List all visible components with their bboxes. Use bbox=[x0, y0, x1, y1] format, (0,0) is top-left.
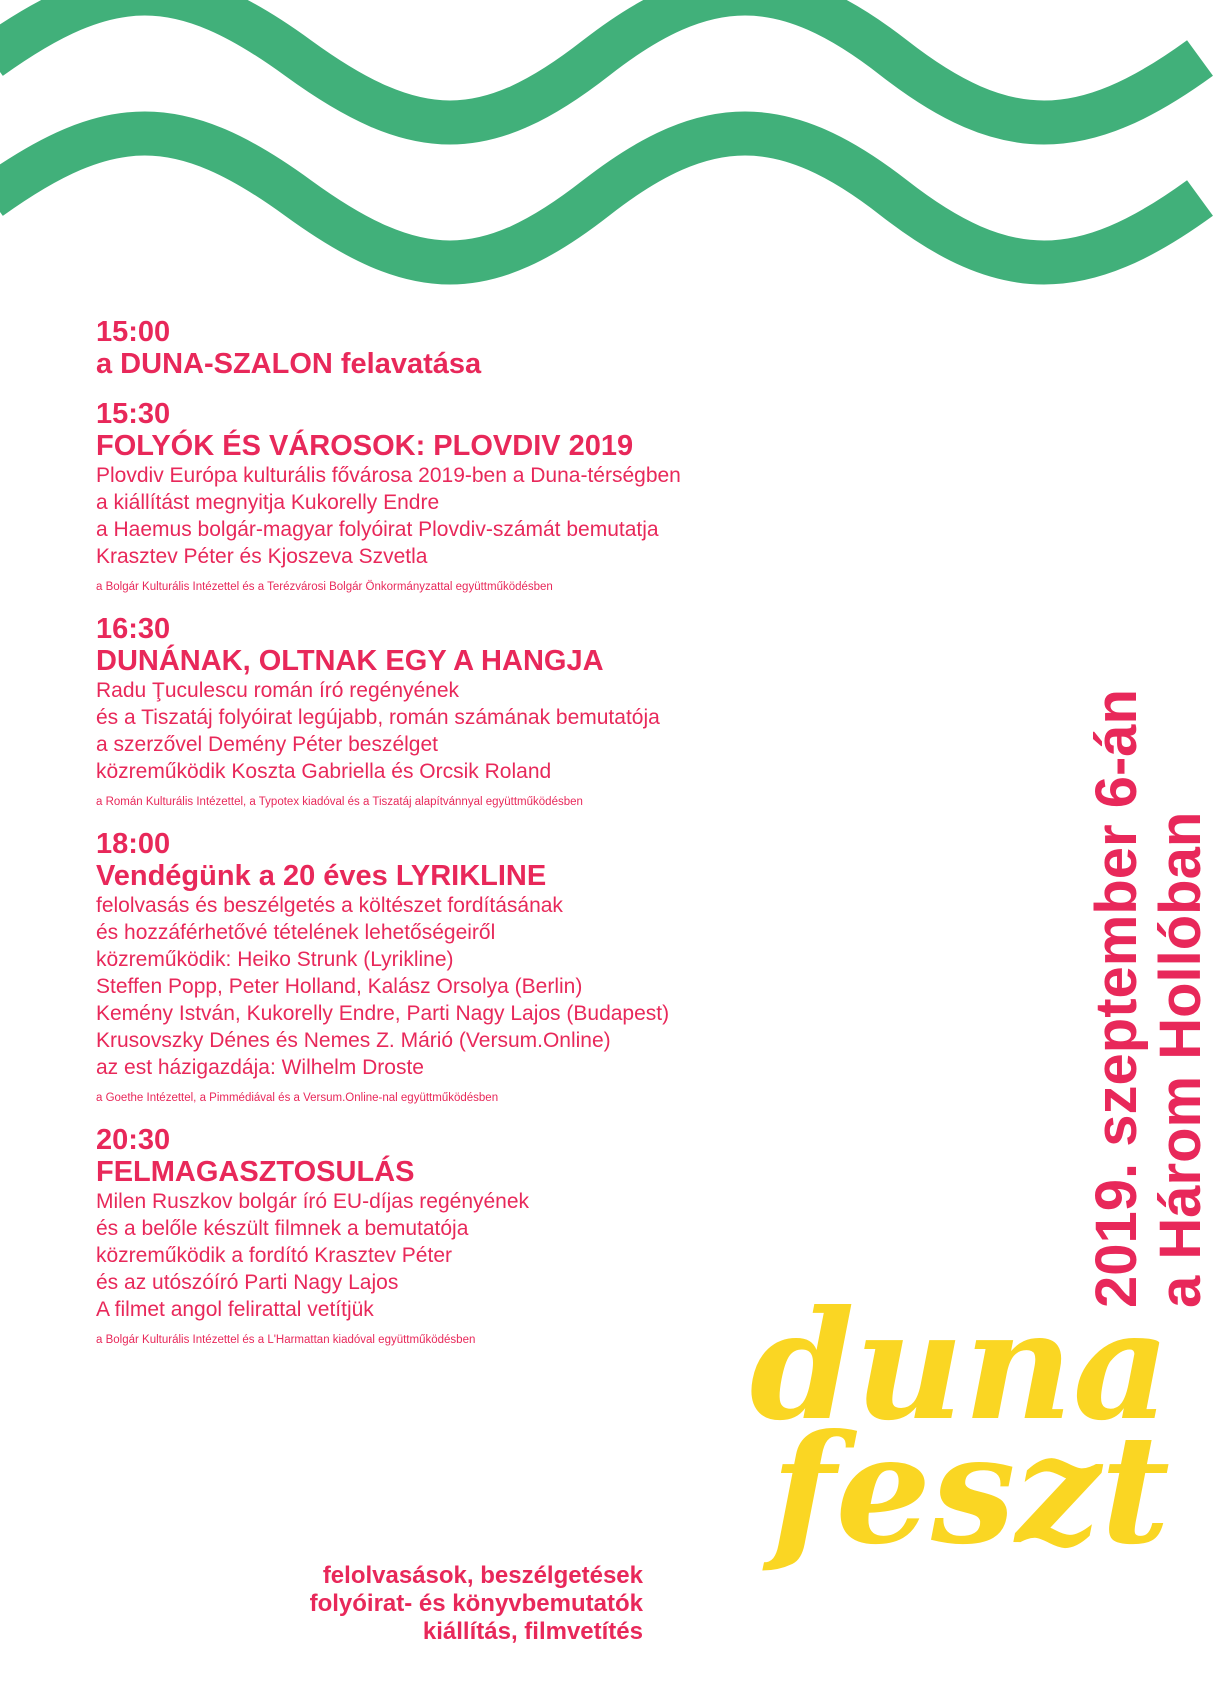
event-partner-note: a Bolgár Kulturális Intézettel és a L'Harmattan kiadóval együttműködésben bbox=[96, 1334, 476, 1346]
event-time: 15:30 bbox=[96, 398, 171, 430]
date-venue-vertical bbox=[1085, 689, 1213, 1308]
date-line: 2019. szeptember 6-án bbox=[1084, 689, 1149, 1308]
event-line: Milen Ruszkov bolgár író EU-díjas regényének bbox=[96, 1190, 530, 1213]
venue-line: a Három Hollóban bbox=[1148, 811, 1213, 1308]
event-line: és a belőle készült filmnek a bemutatója bbox=[96, 1217, 469, 1240]
event-1530 bbox=[96, 398, 856, 595]
event-time: 20:30 bbox=[96, 1124, 171, 1156]
event-title: a DUNA-SZALON felavatása bbox=[96, 348, 482, 380]
duna-feszt-logo bbox=[690, 1278, 1190, 1578]
event-title: Vendégünk a 20 éves LYRIKLINE bbox=[96, 860, 547, 892]
event-line: a kiállítást megnyitja Kukorelly Endre bbox=[96, 491, 440, 514]
event-line: Steffen Popp, Peter Holland, Kalász Orsolya (Berlin) bbox=[96, 975, 583, 998]
event-1800 bbox=[96, 828, 856, 1106]
event-title: FOLYÓK ÉS VÁROSOK: PLOVDIV 2019 bbox=[96, 430, 634, 462]
event-time: 18:00 bbox=[96, 828, 171, 860]
event-partner-note: a Román Kulturális Intézettel, a Typotex kiadóval és a Tiszatáj alapítvánnyal együttműködésben bbox=[96, 796, 583, 808]
event-line: a szerzővel Demény Péter beszélget bbox=[96, 733, 438, 756]
event-line: közreműködik Koszta Gabriella és Orcsik Roland bbox=[96, 760, 552, 783]
tagline bbox=[310, 1562, 643, 1646]
event-line: A filmet angol felirattal vetítjük bbox=[96, 1298, 374, 1321]
event-line: Kemény István, Kukorelly Endre, Parti Nagy Lajos (Budapest) bbox=[96, 1002, 670, 1025]
event-line: Krasztev Péter és Kjoszeva Szvetla bbox=[96, 545, 428, 568]
event-time: 15:00 bbox=[96, 316, 171, 348]
event-line: és a Tiszatáj folyóirat legújabb, román számának bemutatója bbox=[96, 706, 660, 729]
tagline-line: felolvasások, beszélgetések bbox=[322, 1562, 643, 1589]
event-line: közreműködik a fordító Krasztev Péter bbox=[96, 1244, 452, 1267]
event-title: FELMAGASZTOSULÁS bbox=[96, 1156, 415, 1188]
logo-word-duna: duna bbox=[749, 1278, 1170, 1454]
tagline-line: folyóirat- és könyvbemutatók bbox=[309, 1590, 643, 1617]
tagline-line: kiállítás, filmvetítés bbox=[422, 1618, 643, 1645]
wave-bottom bbox=[0, 134, 1200, 263]
event-time: 16:30 bbox=[96, 613, 171, 645]
event-line: és hozzáférhetővé tételének lehetőségeiről bbox=[96, 921, 496, 944]
event-title: DUNÁNAK, OLTNAK EGY A HANGJA bbox=[96, 645, 604, 677]
event-line: felolvasás és beszélgetés a költészet fordításának bbox=[96, 894, 563, 917]
event-partner-note: a Goethe Intézettel, a Pimmédiával és a Versum.Online-nal együttműködésben bbox=[96, 1092, 499, 1104]
event-line: a Haemus bolgár-magyar folyóirat Plovdiv-számát bemutatja bbox=[96, 518, 659, 541]
program-list bbox=[96, 316, 856, 1366]
wave-decoration bbox=[0, 0, 1191, 330]
event-line: közreműködik: Heiko Strunk (Lyrikline) bbox=[96, 948, 454, 971]
event-line: Krusovszky Dénes és Nemes Z. Márió (Versum.Online) bbox=[96, 1029, 611, 1052]
event-1630 bbox=[96, 613, 856, 810]
event-line: és az utószóíró Parti Nagy Lajos bbox=[96, 1271, 399, 1294]
event-1500 bbox=[96, 316, 856, 380]
event-line: Radu Ţuculescu román író regényének bbox=[96, 679, 460, 702]
logo-word-feszt: feszt bbox=[771, 1402, 1170, 1578]
event-line: az est házigazdája: Wilhelm Droste bbox=[96, 1056, 424, 1079]
event-partner-note: a Bolgár Kulturális Intézettel és a Terézvárosi Bolgár Önkormányzattal együttműködésben bbox=[96, 581, 553, 593]
wave-top bbox=[0, 0, 1200, 123]
event-line: Plovdiv Európa kulturális fővárosa 2019-ben a Duna-térségben bbox=[96, 464, 681, 487]
